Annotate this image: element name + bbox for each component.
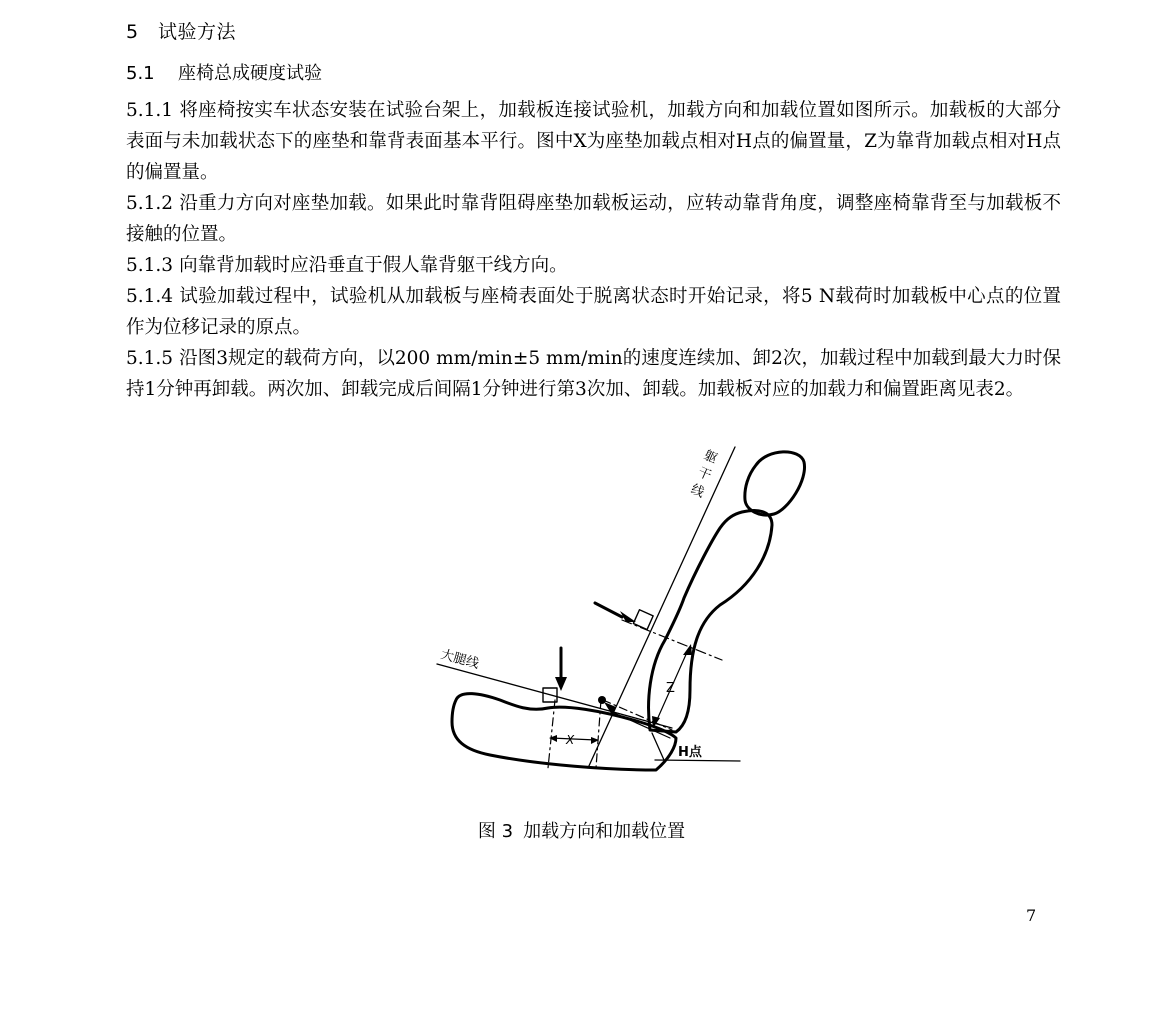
seat-headrest — [745, 452, 805, 515]
torso-line-label-3: 线 — [688, 481, 707, 501]
paragraph-number: 5.1.2 — [126, 193, 174, 214]
backrest-load-arrow — [595, 603, 622, 617]
paragraph-number: 5.1.4 — [126, 286, 174, 307]
seat-load-projection-x — [548, 700, 555, 768]
seat-loading-diagram — [420, 438, 840, 788]
section-title: 试验方法 — [158, 21, 237, 43]
figure-caption-title: 加载方向和加载位置 — [523, 821, 686, 842]
h-point-reference-line — [655, 760, 740, 761]
section-heading — [126, 17, 236, 44]
x-label: X — [566, 733, 575, 747]
subsection-heading — [126, 59, 322, 85]
paragraph-text: 向靠背加载时应沿垂直于假人靠背躯干线方向。 — [179, 255, 568, 276]
thigh-line — [437, 664, 672, 728]
paragraph-5-1-4 — [126, 281, 1061, 343]
figure-caption — [0, 817, 1163, 843]
paragraph-5-1-1 — [126, 95, 1061, 188]
z-label: Z — [666, 681, 675, 696]
torso-line-label-2: 干 — [695, 464, 714, 484]
body-text — [126, 95, 1061, 405]
paragraph-text: 沿重力方向对座垫加载。如果此时靠背阻碍座垫加载板运动，应转动靠背角度，调整座椅靠背至与加载板不接触的位置。 — [126, 193, 1061, 245]
torso-line — [588, 447, 735, 768]
torso-line-label-1: 躯 — [701, 447, 720, 467]
h-point-label: H点 — [678, 745, 702, 760]
page-number: 7 — [1026, 906, 1037, 925]
paragraph-text: 沿图3规定的载荷方向，以200 mm/min±5 mm/min的速度连续加、卸2次，加载过程中加载到最大力时保持1分钟再卸载。两次加、卸载完成后间隔1分钟进行第3次加、卸载。加载板对应的加载力和偏置距离见表2。 — [126, 348, 1061, 400]
paragraph-5-1-5 — [126, 343, 1061, 405]
seat-cushion — [452, 694, 676, 770]
h-point-marker — [598, 696, 606, 704]
paragraph-5-1-3 — [126, 250, 1061, 281]
subsection-number: 5.1 — [126, 63, 155, 84]
paragraph-number: 5.1.1 — [126, 100, 174, 121]
seat-backrest — [649, 511, 772, 732]
subsection-title: 座椅总成硬度试验 — [178, 63, 322, 84]
backrest-load-plate — [633, 610, 653, 630]
paragraph-5-1-2 — [126, 188, 1061, 250]
section-number: 5 — [126, 21, 139, 43]
thigh-line-label: 大腿线 — [438, 647, 481, 672]
paragraph-number: 5.1.3 — [126, 255, 174, 276]
figure-caption-label: 图 3 — [477, 821, 514, 842]
paragraph-text: 试验加载过程中，试验机从加载板与座椅表面处于脱离状态时开始记录，将5 N载荷时加载板中心点的位置作为位移记录的原点。 — [126, 286, 1061, 338]
paragraph-number: 5.1.5 — [126, 348, 174, 369]
paragraph-text: 将座椅按实车状态安装在试验台架上，加载板连接试验机，加载方向和加载位置如图所示。加载板的大部分表面与未加载状态下的座垫和靠背表面基本平行。图中X为座垫加载点相对H点的偏置量，Z为靠背加载点相对H点的偏置量。 — [126, 100, 1061, 183]
